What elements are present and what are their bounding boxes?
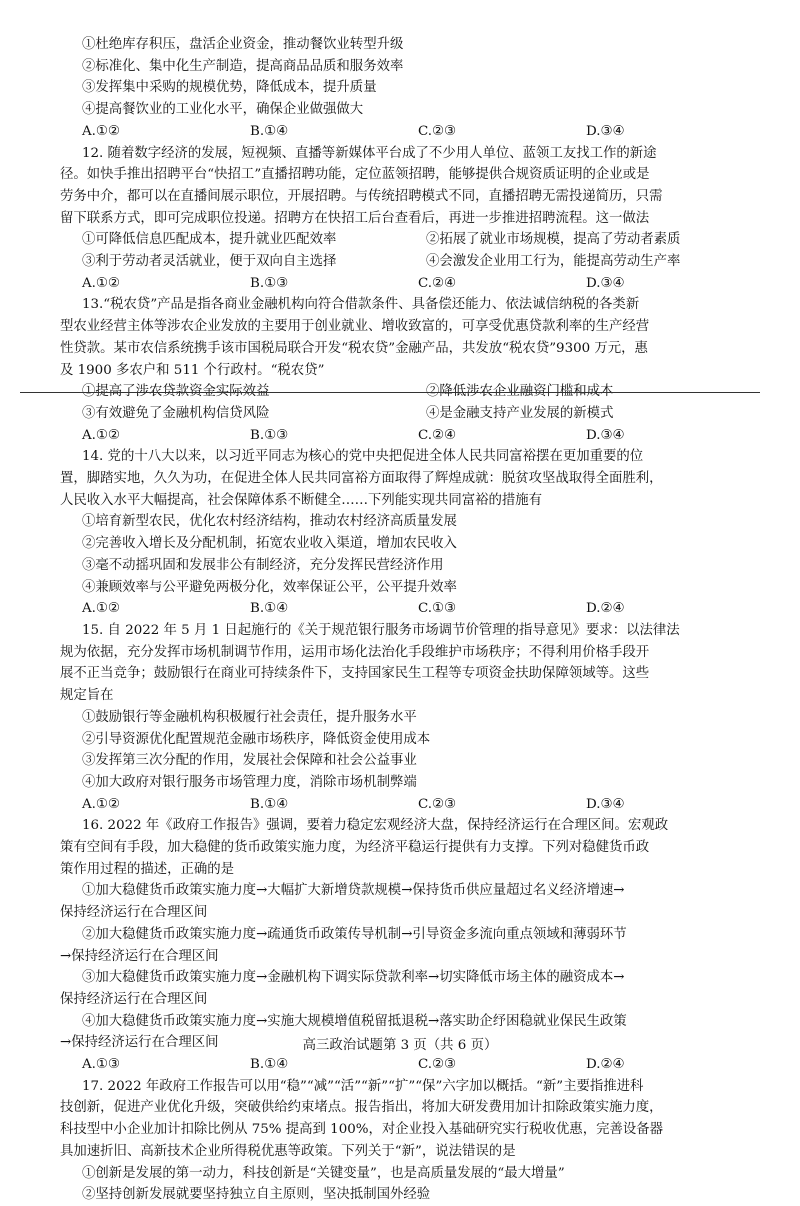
- q17-stem-2: 技创新，促进产业优化升级，突破供给约束堵点。报告指出，将加大研发费用加计扣除政策实施力度，: [60, 1100, 663, 1116]
- q11-options: [60, 34, 754, 143]
- choice-b: B.①④: [250, 796, 289, 812]
- choice-b: B.①④: [250, 123, 289, 139]
- question-14: [60, 446, 754, 620]
- q12-option-3: ③利于劳动者灵活就业，便于双向自主选择: [82, 254, 337, 270]
- q16-choices: [60, 1054, 754, 1076]
- q11-option-4: ④提高餐饮业的工业化水平，确保企业做强做大: [82, 102, 364, 118]
- q11-choices: [60, 121, 754, 143]
- choice-b: B.①③: [250, 275, 289, 291]
- q15-choices: [60, 794, 754, 816]
- choice-c: C.②④: [418, 275, 457, 291]
- question-13: [60, 294, 754, 446]
- q14-stem-3: 人民收入水平大幅提高，社会保障体系不断健全……下列能实现共同富裕的措施有: [60, 492, 543, 508]
- choice-c: C.②④: [418, 427, 457, 443]
- choice-d: D.③④: [586, 427, 625, 443]
- q12-choices: [60, 273, 754, 295]
- q15-option-1: ①鼓励银行等金融机构积极履行社会责任，提升服务水平: [82, 709, 417, 725]
- fold-line-divider: [20, 392, 760, 393]
- q17-stem-3: 科技型中小企业加计扣除比例从 75% 提高到 100%，对企业投入基础研究实行税收优惠，完善设备器: [60, 1122, 664, 1138]
- q16-option-4-line-1: ④加大稳健货币政策实施力度→实施大规模增值税留抵退税→落实助企纾困稳就业保民生政策: [82, 1013, 627, 1029]
- q14-stem-1: 14. 党的十八大以来，以习近平同志为核心的党中央把促进全体人民共同富裕摆在更加重要的位: [82, 449, 644, 465]
- q13-option-1: ①提高了涉农贷款资金实际效益: [82, 384, 270, 400]
- q14-option-2: ②完善收入增长及分配机制，拓宽农业收入渠道，增加农民收入: [82, 536, 457, 552]
- q13-stem-3: 性贷款。某市农信系统携手该市国税局联合开发“税农贷”金融产品，共发放“税农贷”9300 万元，惠: [60, 340, 648, 356]
- choice-c: C.②③: [418, 796, 457, 812]
- q14-stem-2: 置，脚踏实地，久久为功，在促进全体人民共同富裕方面取得了辉煌成就：脱贫攻坚战取得全面胜利，: [60, 471, 663, 487]
- choice-a: A.①②: [82, 275, 120, 291]
- q13-choices: [60, 425, 754, 447]
- q11-option-3: ③发挥集中采购的规模优势，降低成本，提升质量: [82, 80, 377, 96]
- choice-b: B.①③: [250, 427, 289, 443]
- choice-d: D.②④: [586, 1057, 625, 1073]
- q16-stem-1: 16. 2022 年《政府工作报告》强调，要着力稳定宏观经济大盘，保持经济运行在合理区间。宏观政: [82, 818, 669, 834]
- q15-stem-2: 规为依据，充分发挥市场机制调节作用，运用市场化法治化手段维护市场秩序；不得利用价格手段开: [60, 644, 650, 660]
- choice-d: D.②④: [586, 601, 625, 617]
- q16-option-1-line-2: 保持经济运行在合理区间: [60, 905, 208, 921]
- q13-stem-4: 及 1900 多农户和 511 个行政村。“税农贷”: [60, 362, 325, 378]
- q14-option-1: ①培育新型农民，优化农村经济结构，推动农村经济高质量发展: [82, 514, 457, 530]
- q16-stem-3: 策作用过程的描述，正确的是: [60, 861, 235, 877]
- q12-stem-1: 12. 随着数字经济的发展，短视频、直播等新媒体平台成了不少用人单位、蓝领工友找工作的新途: [82, 145, 657, 161]
- q12-option-row-1: [60, 229, 754, 251]
- q12-option-4: ④会激发企业用工行为，能提高劳动生产率: [426, 254, 681, 270]
- choice-a: A.①②: [82, 796, 120, 812]
- q14-option-3: ③毫不动摇巩固和发展非公有制经济，充分发挥民营经济作用: [82, 557, 444, 573]
- q16-option-1-line-1: ①加大稳健货币政策实施力度→大幅扩大新增贷款规模→保持货币供应量超过名义经济增速→: [82, 883, 625, 899]
- choice-a: A.①②: [82, 427, 120, 443]
- choice-c: C.②③: [418, 123, 457, 139]
- choice-a: A.①②: [82, 123, 120, 139]
- q15-stem-1: 15. 自 2022 年 5 月 1 日起施行的《关于规范银行服务市场调节价管理的指导意见》要求：以法律法: [82, 622, 680, 638]
- choice-a: A.①③: [82, 1057, 120, 1073]
- choice-b: B.①④: [250, 1057, 289, 1073]
- q12-stem-2: 径。如快手推出招聘平台“快招工”直播招聘功能，定位蓝领招聘，能够提供合规资质证明的企业或是: [60, 167, 650, 183]
- q15-stem-4: 规定旨在: [60, 688, 114, 704]
- q12-option-2: ②拓展了就业市场规模，提高了劳动者素质: [426, 232, 681, 248]
- question-15: [60, 620, 754, 815]
- q16-stem-2: 策有空间有手段，加大稳健的货币政策实施力度，为经济平稳运行提供有力支撑。下列对稳健货币政: [60, 840, 650, 856]
- q16-option-2-line-2: →保持经济运行在合理区间: [60, 948, 219, 964]
- q13-option-2: ②降低涉农企业融资门槛和成本: [426, 384, 614, 400]
- q14-choices: [60, 598, 754, 620]
- choice-c: C.②③: [418, 1057, 457, 1073]
- choice-c: C.①③: [418, 601, 457, 617]
- q13-option-row-2: [60, 403, 754, 425]
- choice-d: D.③④: [586, 123, 625, 139]
- choice-b: B.①④: [250, 601, 289, 617]
- q17-stem-4: 具加速折旧、高新技术企业所得税优惠等政策。下列关于“新”，说法错误的是: [60, 1143, 516, 1159]
- q12-option-1: ①可降低信息匹配成本，提升就业匹配效率: [82, 232, 337, 248]
- question-17: [60, 1076, 754, 1206]
- q12-stem-3: 劳务中介，都可以在直播间展示职位，开展招聘。与传统招聘模式不同，直播招聘无需投递简历，只需: [60, 188, 663, 204]
- q16-option-3-line-2: 保持经济运行在合理区间: [60, 991, 208, 1007]
- choice-d: D.③④: [586, 275, 625, 291]
- q13-stem-2: 型农业经营主体等涉农企业发放的主要用于创业就业、增收致富的，可享受优惠贷款利率的生产经营: [60, 319, 650, 335]
- q12-stem-4: 留下联系方式，即可完成职位投递。招聘方在快招工后台查看后，再进一步推进招聘流程。这一做法: [60, 210, 650, 226]
- q17-stem-1: 17. 2022 年政府工作报告可以用“稳”“减”“活”“新”“扩”“保”六字加以概括。“新”主要指推进科: [82, 1078, 644, 1094]
- q11-option-1: ①杜绝库存积压，盘活企业资金，推动餐饮业转型升级: [82, 37, 404, 52]
- choice-a: A.①②: [82, 601, 120, 617]
- choice-d: D.③④: [586, 796, 625, 812]
- q17-option-1: ①创新是发展的第一动力，科技创新是“关键变量”，也是高质量发展的“最大增量”: [82, 1165, 565, 1181]
- q15-option-4: ④加大政府对银行服务市场管理力度，消除市场机制弊端: [82, 774, 417, 790]
- q15-option-2: ②引导资源优化配置规范金融市场秩序，降低资金使用成本: [82, 731, 431, 747]
- q16-option-2-line-1: ②加大稳健货币政策实施力度→疏通货币政策传导机制→引导资金多流向重点领域和薄弱环节: [82, 926, 627, 942]
- q16-option-4-line-2: →保持经济运行在合理区间: [60, 1035, 219, 1051]
- q12-option-row-2: [60, 251, 754, 273]
- page-footer: 高三政治试题第 3 页（共 6 页）: [302, 1038, 498, 1053]
- question-12: [60, 143, 754, 295]
- q17-option-2: ②坚持创新发展就要坚持独立自主原则，坚决抵制国外经验: [82, 1187, 431, 1203]
- q15-stem-3: 展不正当竞争；鼓励银行在商业可持续条件下，支持国家民生工程等专项资金扶助保障领域等。这些: [60, 666, 650, 682]
- q13-option-4: ④是金融支持产业发展的新模式: [426, 405, 614, 421]
- q15-option-3: ③发挥第三次分配的作用，发展社会保障和社会公益事业: [82, 753, 417, 769]
- q13-option-3: ③有效避免了金融机构信贷风险: [82, 405, 270, 421]
- q13-stem-1: 13.“税农贷”产品是指各商业金融机构向符合借款条件、具备偿还能力、依法诚信纳税的各类新: [82, 297, 640, 313]
- q14-option-4: ④兼顾效率与公平避免两极分化，效率保证公平，公平提升效率: [82, 579, 457, 595]
- q11-option-2: ②标准化、集中化生产制造，提高商品品质和服务效率: [82, 58, 404, 74]
- q16-option-3-line-1: ③加大稳健货币政策实施力度→金融机构下调实际贷款利率→切实降低市场主体的融资成本→: [82, 970, 625, 986]
